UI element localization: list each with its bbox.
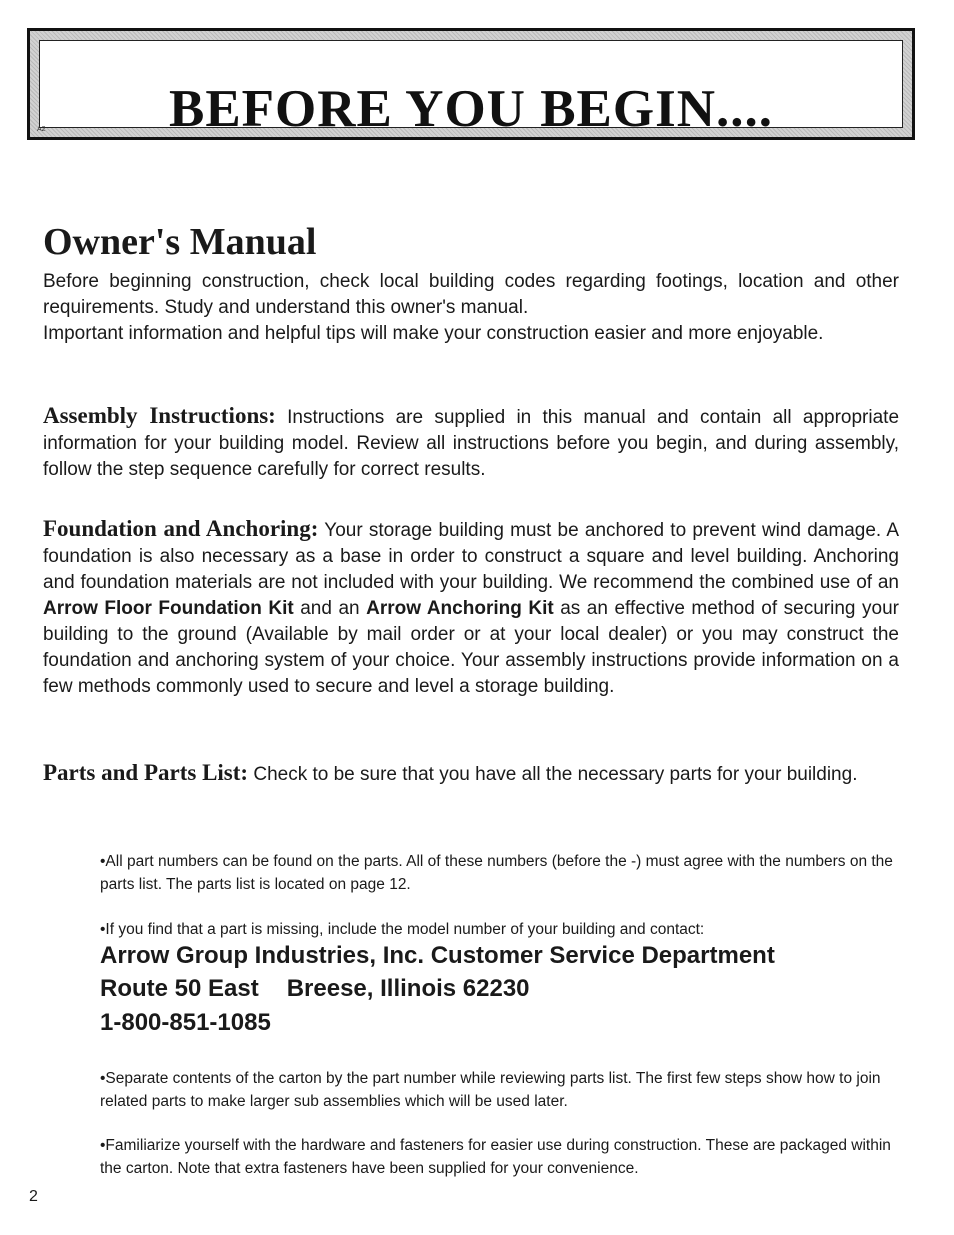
owners-manual-paragraph-2: Important information and helpful tips will make your construction easier and more enjoyable. [43, 323, 824, 344]
parts-note-2: •If you find that a part is missing, include the model number of your building and contact: [100, 921, 705, 938]
foundation-heading: Foundation and Anchoring: [43, 516, 319, 541]
contact-phone: 1-800-851-1085 [100, 1009, 271, 1036]
assembly-section [43, 403, 899, 483]
owners-manual-heading: Owner's Manual [43, 221, 317, 263]
contact-street: Route 50 East [100, 975, 259, 1002]
anchoring-kit-name: Arrow Anchoring Kit [366, 598, 554, 619]
assembly-heading: Assembly Instructions: [43, 403, 276, 428]
foundation-section [43, 516, 899, 700]
contact-city: Breese, Illinois 62230 [286, 975, 530, 1002]
parts-heading: Parts and Parts List: [43, 760, 249, 785]
foundation-body-2: and an [300, 598, 360, 619]
foundation-body-3: as an effective method of securing your building to the ground (Available by mail order or at your local dealer) or you may construct the foundation and anchoring system of your choice. Your assembly instructions provide information on a few methods commonly used to secure and level a storage building. [43, 598, 899, 697]
parts-note-3: •Separate contents of the carton by the part number while reviewing parts list. The first few steps show how to join related parts to make larger sub assemblies which will be used later. [100, 1070, 881, 1110]
parts-note-1: •All part numbers can be found on the parts. All of these numbers (before the -) must agree with the numbers on the parts list. The parts list is located on page 12. [100, 853, 893, 893]
owners-manual-paragraph-1: Before beginning construction, check local building codes regarding footings, location and other requirements. Study and understand this owner's manual. [43, 271, 899, 318]
page-number: 2 [29, 1188, 38, 1205]
assembly-body: Instructions are supplied in this manual and contain all appropriate information for your building model. Review all instructions before you begin, and during assembly, follow the step sequence carefully for correct results. [43, 407, 900, 480]
contact-company: Arrow Group Industries, Inc. Customer Service Department [100, 942, 775, 969]
parts-note-4: •Familiarize yourself with the hardware and fasteners for easier use during construction. These are packaged within the carton. Note that extra fasteners have been supplied for your convenience. [100, 1137, 891, 1177]
title-banner [27, 28, 915, 140]
foundation-body-1: Your storage building must be anchored to prevent wind damage. A foundation is also necessary as a base in order to construct a square and level building. Anchoring and foundation materials are not included with your building. We recommend the combined use of an [43, 520, 900, 593]
parts-body: Check to be sure that you have all the necessary parts for your building. [253, 764, 858, 785]
banner-code: A2 [37, 126, 46, 133]
parts-section [43, 760, 899, 788]
contact-address [100, 972, 530, 1005]
page-title: BEFORE YOU BEGIN.... [168, 80, 774, 138]
floor-foundation-kit-name: Arrow Floor Foundation Kit [43, 598, 294, 619]
